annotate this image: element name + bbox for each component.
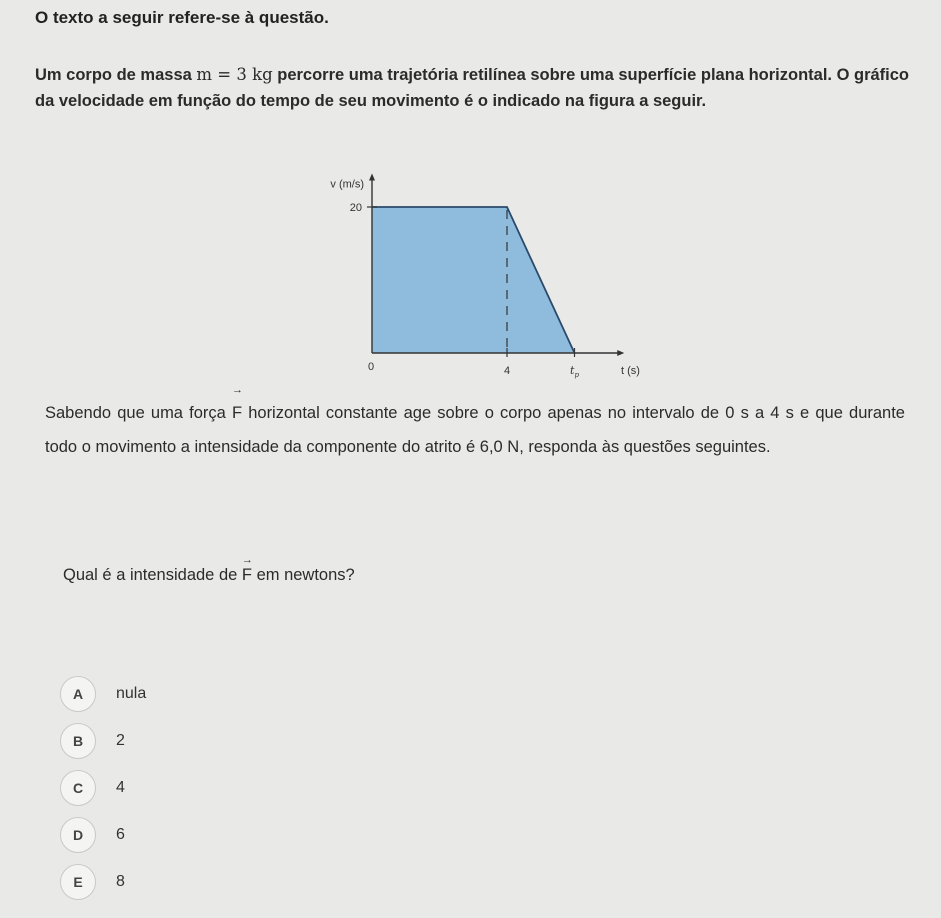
problem-statement bbox=[35, 62, 915, 114]
option-letter: B bbox=[60, 723, 96, 759]
option-text: 4 bbox=[116, 779, 125, 796]
option-c[interactable] bbox=[60, 769, 146, 807]
velocity-time-graph bbox=[300, 135, 645, 385]
force-vector-symbol: → F bbox=[242, 566, 252, 585]
option-letter: E bbox=[60, 864, 96, 900]
option-b[interactable] bbox=[60, 722, 146, 760]
option-a[interactable] bbox=[60, 675, 146, 713]
option-letter: C bbox=[60, 770, 96, 806]
option-letter: D bbox=[60, 817, 96, 853]
conditions-text bbox=[45, 396, 905, 464]
statement-part: Um corpo de massa bbox=[35, 66, 197, 84]
question-text bbox=[63, 566, 355, 585]
statement-part: percorre uma trajetória retilínea sobre uma superfície plana horizontal. O gráfico da velocidade em função do tempo de seu movimento é o indicado na figura a seguir. bbox=[35, 66, 910, 110]
conditions-part: Sabendo que uma força bbox=[45, 404, 232, 422]
tick-label-origin: 0 bbox=[367, 361, 375, 373]
tp-sub: p bbox=[574, 371, 579, 379]
option-text: 2 bbox=[116, 732, 125, 749]
y-axis-arrow bbox=[369, 174, 375, 181]
answer-options bbox=[60, 675, 146, 910]
mass-value: m = 3 kg bbox=[196, 65, 273, 84]
intro-text: O texto a seguir refere-se à questão. bbox=[35, 8, 329, 27]
option-text: 6 bbox=[116, 826, 125, 843]
option-d[interactable] bbox=[60, 816, 146, 854]
x-axis-arrow bbox=[617, 350, 624, 356]
tick-label-tp bbox=[570, 364, 579, 379]
question-part: em newtons? bbox=[251, 566, 355, 584]
force-vector-symbol: → F bbox=[232, 396, 242, 430]
area-under-curve bbox=[372, 207, 575, 353]
y-axis-label: v (m/s) bbox=[330, 178, 364, 191]
tick-label-4: 4 bbox=[503, 365, 511, 377]
x-axis-label: t (s) bbox=[621, 365, 640, 377]
option-e[interactable] bbox=[60, 863, 146, 901]
option-text: 8 bbox=[116, 873, 125, 890]
option-text: nula bbox=[116, 685, 147, 702]
question-part: Qual é a intensidade de bbox=[63, 566, 242, 584]
tick-label-20: 20 bbox=[349, 202, 362, 214]
option-letter: A bbox=[60, 676, 96, 712]
conditions-part: horizontal constante age sobre o corpo apenas no intervalo de 0 s a 4 s e que durante todo o movimento a intensidade da componente do atrito é 6,0 N, responda às questões seguintes. bbox=[45, 404, 905, 456]
tp-main: t bbox=[570, 364, 575, 377]
